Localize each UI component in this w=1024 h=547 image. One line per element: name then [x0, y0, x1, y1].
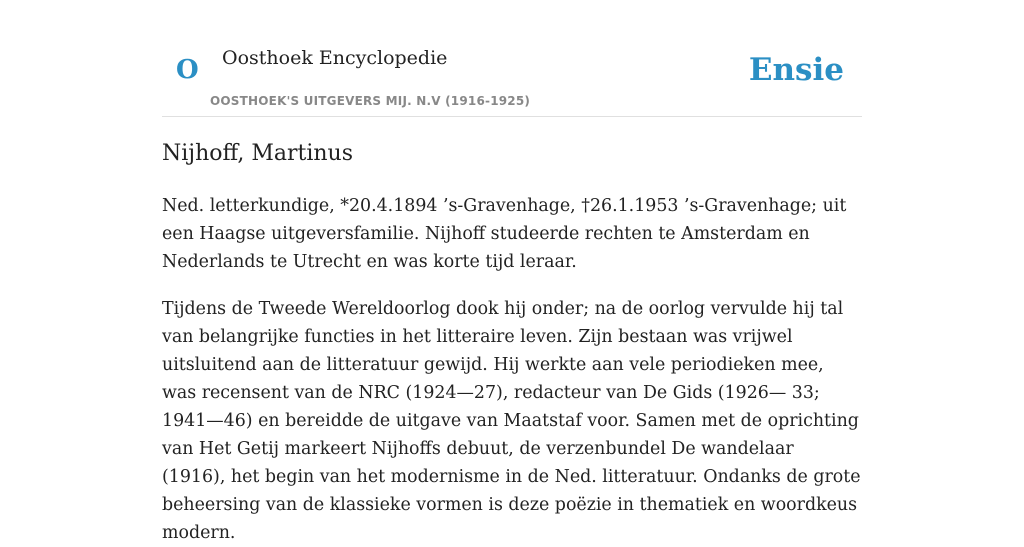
ensie-brand-link[interactable]: Ensie: [748, 52, 844, 88]
site-header: [162, 0, 862, 117]
article-paragraph: Tijdens de Tweede Wereldoorlog dook hij onder; na de oorlog vervulde hij tal van belangrijke functies in het litteraire leven. Zijn bestaan was vrijwel uitsluitend aan de litteratuur gewijd. Hij werkte aan vele periodieken mee, was recensent van de NRC (1924—27), redacteur van De Gids (1926— 33; 1941—46) en bereidde de uitgave van Maatstaf voor. Samen met de oprichting van Het Getij markeert Nijhoffs debuut, de verzenbundel De wandelaar (1916), het begin van het modernisme in de Ned. litteratuur. Ondanks de grote beheersing van de klassieke vormen is deze poëzie in thematiek en woordkeus modern.: [162, 299, 861, 543]
article: [162, 138, 862, 547]
article-title: Nijhoff, Martinus: [162, 141, 354, 166]
article-paragraph: Ned. letterkundige, *20.4.1894 ’s-Gravenhage, †26.1.1953 ’s-Gravenhage; uit een Haagse uitgeversfamilie. Nijhoff studeerde rechten te Amsterdam en Nederlands te Utrecht en was korte tijd leraar.: [162, 196, 847, 272]
source-logo[interactable]: O: [176, 55, 199, 85]
source-title[interactable]: Oosthoek Encyclopedie: [222, 47, 448, 69]
source-subtitle: OOSTHOEK'S UITGEVERS MIJ. N.V (1916-1925): [210, 94, 531, 108]
